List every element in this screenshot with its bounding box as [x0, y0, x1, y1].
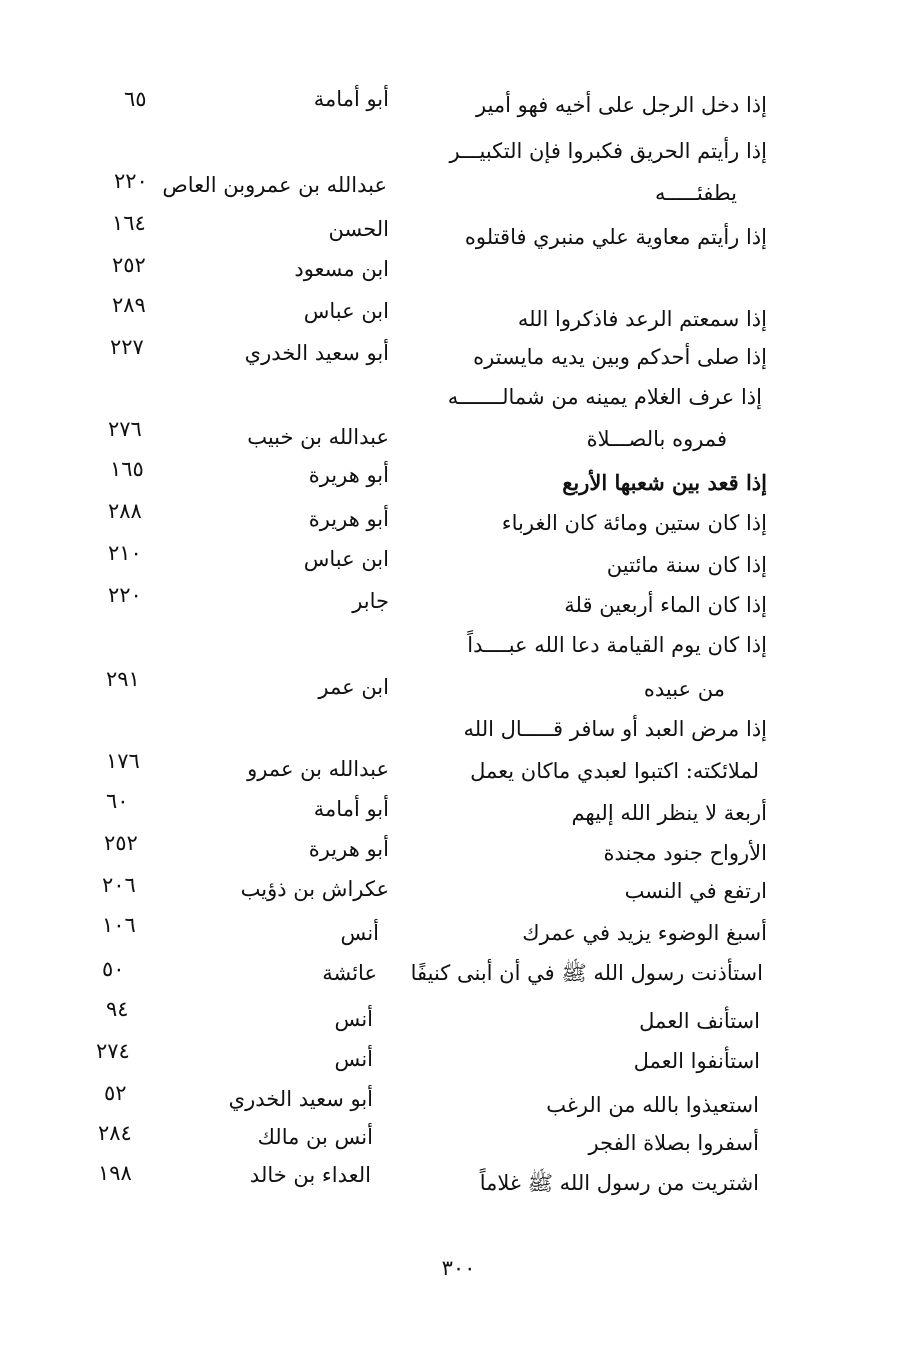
page-ref: ٢٧٤ — [96, 1039, 130, 1063]
narrator: أنس — [334, 1007, 373, 1031]
narrator: أنس — [340, 921, 379, 945]
hadith-text: إذا مرض العبد أو سافر قـــــال الله — [463, 717, 767, 741]
hadith-text: الأرواح جنود مجندة — [603, 841, 767, 865]
page-ref: ١٧٦ — [106, 749, 140, 773]
narrator: الحسن — [328, 217, 389, 241]
hadith-continuation: من عبيده — [643, 677, 725, 701]
narrator: أبو هريرة — [308, 463, 389, 487]
page-ref: ٢٩١ — [106, 667, 140, 691]
page-ref: ٥٠ — [102, 957, 125, 981]
page-number: ٣٠٠ — [441, 1256, 476, 1280]
hadith-text: ارتفع في النسب — [624, 879, 767, 903]
narrator: أبو هريرة — [308, 507, 389, 531]
hadith-text: إذا قعد بين شعبها الأربع — [562, 470, 767, 495]
hadith-text: استأنفوا العمل — [633, 1049, 760, 1073]
page-ref: ٢٢٠ — [114, 169, 148, 193]
page-ref: ٢٨٩ — [112, 293, 146, 317]
narrator: عكراش بن ذؤيب — [240, 877, 389, 901]
narrator: ابن عباس — [303, 547, 389, 571]
narrator: أبو سعيد الخدري — [244, 341, 389, 365]
hadith-text: أربعة لا ينظر الله إليهم — [571, 801, 767, 825]
page-ref: ٢٥٢ — [112, 253, 146, 277]
narrator: أبو أمامة — [313, 797, 389, 821]
narrator: ابن مسعود — [294, 257, 389, 281]
page-ref: ٦٠ — [106, 789, 129, 813]
narrator: عائشة — [322, 961, 377, 985]
hadith-text: استأنف العمل — [639, 1009, 760, 1033]
page-ref: ٢١٠ — [108, 541, 142, 565]
page-ref: ٢٨٨ — [108, 499, 142, 523]
page-ref: ٩٤ — [106, 997, 129, 1021]
narrator: عبدالله بن عمرو — [247, 757, 389, 781]
page-ref: ١٩٨ — [98, 1161, 132, 1185]
narrator: جابر — [352, 589, 389, 613]
page-ref: ١٦٤ — [112, 211, 146, 235]
hadith-text: إذا كان سنة مائتين — [606, 553, 767, 577]
page-ref: ١٠٦ — [102, 913, 136, 937]
hadith-text: إذا كان الماء أربعين قلة — [564, 593, 767, 617]
page-ref: ٢٢٠ — [108, 583, 142, 607]
hadith-text: إذا كان يوم القيامة دعا الله عبــــداً — [467, 633, 767, 657]
page-ref: ٢٧٦ — [108, 417, 142, 441]
page-ref: ٢٥٢ — [104, 831, 138, 855]
page-ref: ٥٢ — [104, 1081, 127, 1105]
narrator: العداء بن خالد — [249, 1163, 371, 1187]
hadith-text: إذا عرف الغلام يمينه من شمالـــــــه — [447, 385, 762, 409]
narrator: عبدالله بن خبيب — [247, 425, 389, 449]
narrator: أنس بن مالك — [257, 1125, 373, 1149]
hadith-text: أسفروا بصلاة الفجر — [588, 1131, 759, 1155]
narrator: أبو أمامة — [313, 87, 389, 111]
narrator: أبو هريرة — [308, 837, 389, 861]
page-ref: ٦٥ — [124, 87, 147, 111]
hadith-text: اشتريت من رسول الله ﷺ غلاماً — [479, 1171, 759, 1195]
hadith-continuation: فمروه بالصـــلاة — [586, 427, 727, 451]
page-ref: ٢٢٧ — [110, 335, 144, 359]
hadith-text: استعيذوا بالله من الرغب — [546, 1093, 759, 1117]
hadith-text: إذا دخل الرجل على أخيه فهو أمير — [476, 93, 767, 117]
narrator: أنس — [334, 1047, 373, 1071]
hadith-text: أسبغ الوضوء يزيد في عمرك — [522, 921, 767, 945]
hadith-text: استأذنت رسول الله ﷺ في أن أبنى كنيفًا — [410, 961, 763, 985]
narrator: ابن عباس — [303, 299, 389, 323]
hadith-text: إذا سمعتم الرعد فاذكروا الله — [517, 307, 767, 331]
hadith-text: إذا رأيتم الحريق فكبروا فإن التكبيـــر — [449, 139, 767, 163]
hadith-text: إذا صلى أحدكم وبين يديه مايستره — [473, 345, 767, 369]
narrator: عبدالله بن عمروبن العاص — [162, 173, 387, 197]
page-ref: ٢٨٤ — [98, 1121, 132, 1145]
page-ref: ٢٠٦ — [102, 873, 136, 897]
page-ref: ١٦٥ — [110, 457, 144, 481]
hadith-text: إذا رأيتم معاوية علي منبري فاقتلوه — [464, 225, 767, 249]
hadith-continuation: لملائكته: اكتبوا لعبدي ماكان يعمل — [470, 759, 759, 783]
hadith-text: إذا كان ستين ومائة كان الغرباء — [501, 511, 767, 535]
narrator: أبو سعيد الخدري — [228, 1087, 373, 1111]
hadith-continuation: يطفئـــــه — [654, 181, 737, 205]
narrator: ابن عمر — [318, 675, 389, 699]
